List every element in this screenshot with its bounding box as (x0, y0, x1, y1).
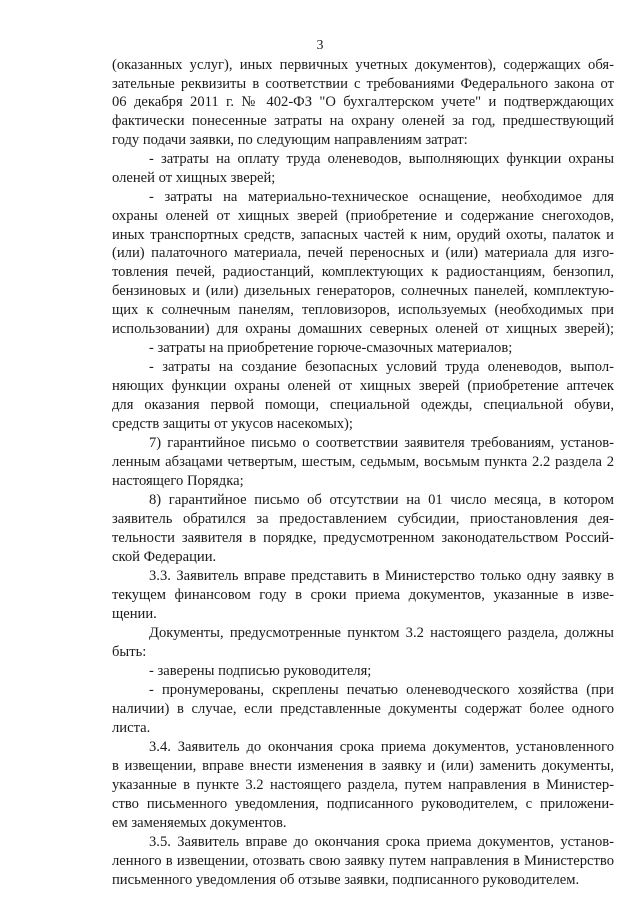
text-line: письменного уведомления об отзыве заявки, подписанного руководителем. (112, 872, 580, 888)
text-line: няющих функции охраны оленей от хищных зверей (приобретение аптечек (112, 378, 614, 394)
text-line: оленей от хищных зверей; (112, 170, 276, 186)
text-line: - затраты на создание безопасных условий труда оленеводов, выпол- (149, 359, 614, 375)
text-line: 8) гарантийное письмо об отсутствии на 01 число месяца, в котором (149, 492, 614, 508)
text-line: зательные реквизиты в соответствии с требованиями Федерального закона от (112, 76, 614, 92)
text-line: ленного в извещении, отозвать свою заявку путем направления в Министерство (112, 853, 614, 869)
text-line: указанные в пункте 3.2 настоящего раздела, путем направления в Министер- (112, 777, 614, 793)
text-line: щении. (112, 606, 157, 622)
text-line: 7) гарантийное письмо о соответствии заявителя требованиям, установ- (149, 435, 614, 451)
text-line: - заверены подписью руководителя; (149, 663, 372, 679)
text-line: ем заменяемых документов. (112, 815, 287, 831)
text-line: 3.4. Заявитель до окончания срока приема документов, установленного (149, 739, 614, 755)
text-line: фактически понесенные затраты на охрану оленей за год, предшествующий (112, 113, 614, 129)
text-line: 3.3. Заявитель вправе представить в Министерство только одну заявку в (149, 568, 614, 584)
text-line: Документы, предусмотренные пунктом 3.2 настоящего раздела, должны (149, 625, 614, 641)
text-line: - пронумерованы, скреплены печатью оленеводческого хозяйства (при (149, 682, 614, 698)
text-line: - затраты на материально-техническое оснащение, необходимое для (149, 189, 614, 205)
text-line: ской Федерации. (112, 549, 217, 565)
text-line: настоящего Порядка; (112, 473, 244, 489)
text-line: товления печей, радиостанций, комплектующих к радиостанциям, бензопил, (112, 264, 614, 280)
text-line: листа. (112, 720, 151, 736)
text-line: использовании) для охраны домашних северных оленей от хищных зверей); (112, 321, 614, 337)
text-line: году подачи заявки, по следующим направлениям затрат: (112, 132, 468, 148)
text-line: ство письменного уведомления, подписанного руководителем, с приложени- (112, 796, 614, 812)
text-line: (оказанных услуг), иных первичных учетных документов), содержащих обя- (112, 57, 614, 73)
text-line: тельности заявителя в порядке, предусмотренном законодательством Россий- (112, 530, 614, 546)
text-line: щих к солнечным панелям, тепловизоров, используемых (необходимых при (112, 302, 614, 318)
page-number: 3 (316, 38, 324, 53)
text-line: в извещении, вправе внести изменения в заявку и (или) заменить документы, (112, 758, 614, 774)
text-line: иных транспортных средств, запасных частей к ним, орудий охоты, палаток и (112, 227, 614, 243)
text-line: охраны оленей от хищных зверей (приобретение и содержание снегоходов, (112, 208, 614, 224)
text-line: средств защиты от укусов насекомых); (112, 416, 353, 432)
text-line: - затраты на приобретение горюче-смазочных материалов; (149, 340, 513, 356)
text-line: ленным абзацами четвертым, шестым, седьмым, восьмым пункта 2.2 раздела 2 (112, 454, 614, 470)
text-line: быть: (112, 644, 147, 660)
text-line: 06 декабря 2011 г. № 402-ФЗ "О бухгалтерском учете" и подтверждающих (112, 94, 614, 110)
text-line: для оказания первой помощи, специальной одежды, специальной обуви, (112, 397, 614, 413)
text-line: текущем финансовом году в сроки приема документов, указанные в изве- (112, 587, 614, 603)
text-line: (или) палаточного материала, печей переносных и (или) материала для изго- (112, 245, 614, 261)
text-line: наличии) в случае, если представленные документы содержат более одного (112, 701, 614, 717)
text-line: - затраты на оплату труда оленеводов, выполняющих функции охраны (149, 151, 614, 167)
text-line: заявитель обратился за предоставлением субсидии, приостановления дея- (112, 511, 614, 527)
text-line: бензиновых и (или) дизельных генераторов, солнечных панелей, комплектую- (112, 283, 614, 299)
text-line: 3.5. Заявитель вправе до окончания срока приема документов, установ- (149, 834, 614, 850)
